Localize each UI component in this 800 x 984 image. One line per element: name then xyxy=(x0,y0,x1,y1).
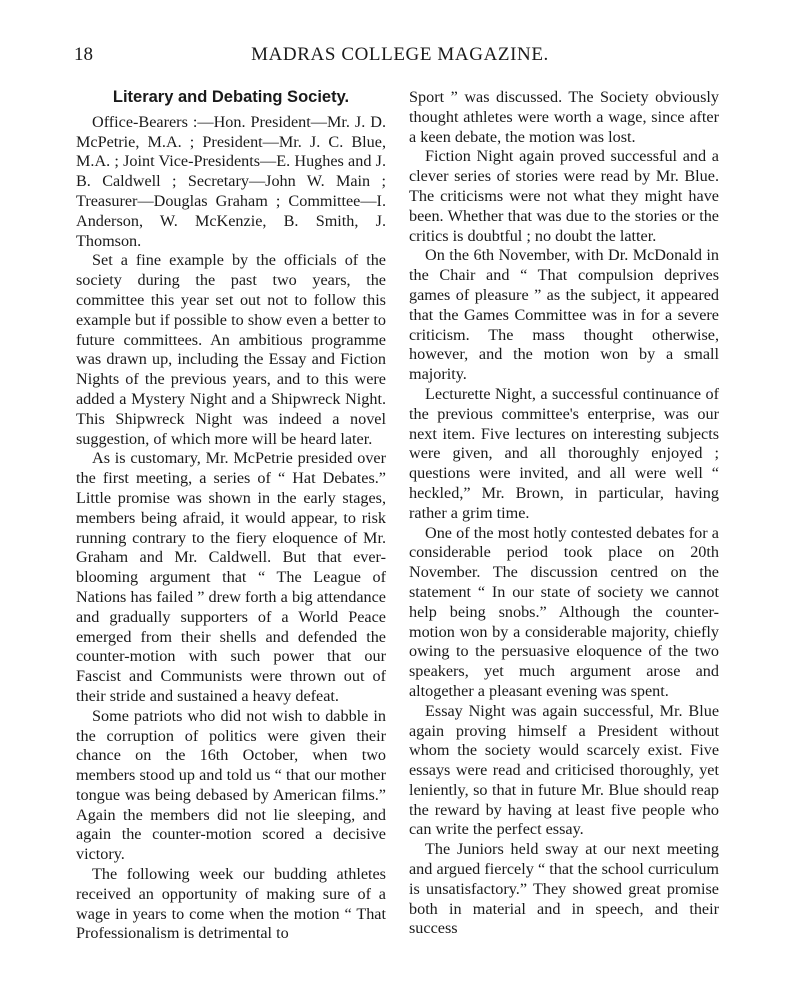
continued-paragraph: Sport ” was discussed. The Society obviously thought athletes were worth a wage, since after a keen debate, the motion was lost. xyxy=(409,88,719,146)
running-title: MADRAS COLLEGE MAGAZINE. xyxy=(251,44,549,65)
body-paragraph: As is customary, Mr. McPetrie presided over the first meeting, a series of “ Hat Debates.” Little promise was shown in the early stages, members being afraid, it would appear, to risk running contrary to the fiery eloquence of Mr. Graham and Mr. Caldwell. But that ever-blooming argument that “ The League of Nations has failed ” drew forth a big attendance and gradually supporters of a World Peace emerged from their shells and defended the counter-motion with such power that our Fascist and Communists were thrown out of their stride and sustained a heavy defeat. xyxy=(76,449,386,705)
body-paragraph: One of the most hotly contested debates for a considerable period took place on 20th November. The discussion centred on the statement “ In our state of society we cannot help being snobs.” Although the counter-motion won by a considerable majority, chiefly owing to the persuasive eloquence of the two speakers, yet much argument arose and altogether a pleasant evening was spent. xyxy=(409,523,719,700)
body-paragraph: Lecturette Night, a successful continuance of the previous committee's enterprise, was our next item. Five lectures on interesting subjects were given, and all thoroughly enjoyed ; questions were invited, and all were well “ heckled,” Mr. Brown, in particular, having rather a grim time. xyxy=(409,384,719,522)
body-paragraph: Some patriots who did not wish to dabble in the corruption of politics were given their chance on the 16th October, when two members stood up and told us “ that our mother tongue was being debased by American films.” Again the members did not lie sleeping, and again the counter-motion scored a decisive victory. xyxy=(76,706,386,864)
body-paragraph: The Juniors held sway at our next meeting and argued fiercely “ that the school curriculum is unsatisfactory.” They showed great promise both in material and in speech, and their success xyxy=(409,840,719,938)
left-column xyxy=(76,88,386,944)
body-paragraph: Essay Night was again successful, Mr. Blue again proving himself a President without whom the society would scarcely exist. Five essays were read and criticised thoroughly, yet leniently, so that in future Mr. Blue should reap the reward by having at least five people who can write the perfect essay. xyxy=(409,701,719,839)
body-paragraph: The following week our budding athletes received an opportunity of making sure of a wage in years to come when the motion “ That Professionalism is detrimental to xyxy=(76,865,386,943)
section-title: Literary and Debating Society. xyxy=(112,88,350,106)
body-paragraph: On the 6th November, with Dr. McDonald in the Chair and “ That compulsion deprives games of pleasure ” as the subject, it appeared that the Games Committee was in for a severe criticism. The mass thought otherwise, however, and the motion won by a small majority. xyxy=(409,246,719,384)
page-number: 18 xyxy=(74,44,93,65)
office-bearers-paragraph: Office-Bearers :—Hon. President—Mr. J. D. McPetrie, M.A. ; President—Mr. J. C. Blue, M.A. ; Joint Vice-Presidents—E. Hughes and J. B. Caldwell ; Secretary—John W. Main ; Treasurer—Douglas Graham ; Committee—I. Anderson, W. McKenzie, B. Smith, J. Thomson. xyxy=(76,112,386,250)
body-paragraph: Fiction Night again proved successful and a clever series of stories were read by Mr. Blue. The criticisms were not what they might have been. Whether that was due to the stories or the critics is doubtful ; no doubt the latter. xyxy=(409,147,719,245)
page-header xyxy=(74,44,726,70)
right-column xyxy=(409,88,719,939)
body-paragraph: Set a fine example by the officials of the society during the past two years, the committee this year set out not to follow this example but if possible to show even a better to future committees. An ambitious programme was drawn up, including the Essay and Fiction Nights of the previous years, and to this were added a Mystery Night and a Shipwreck Night. This Shipwreck Night was indeed a novel suggestion, of which more will be heard later. xyxy=(76,251,386,448)
